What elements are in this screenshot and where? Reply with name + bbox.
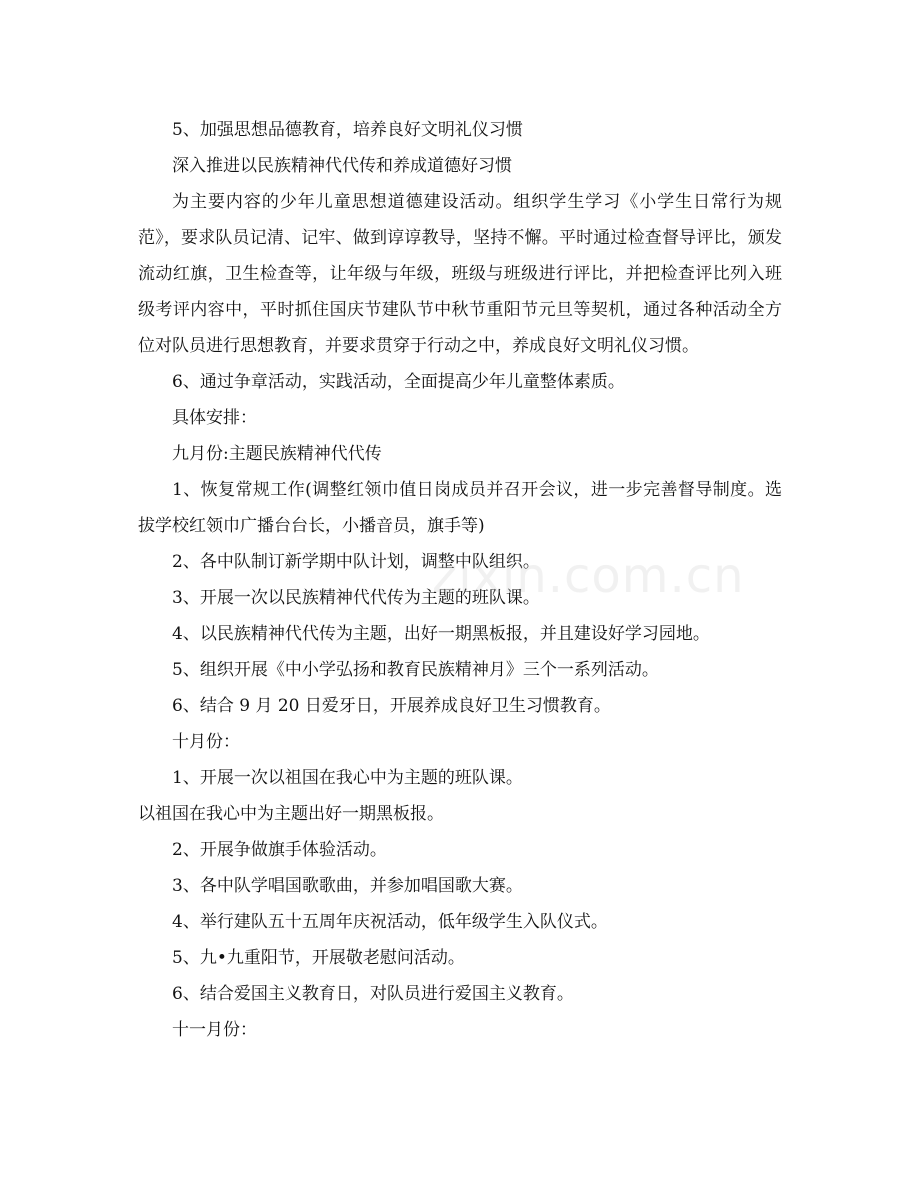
paragraph: 6、结合 9 月 20 日爱牙日，开展养成良好卫生习惯教育。: [172, 696, 611, 716]
paragraph: 4、举行建队五十五周年庆祝活动，低年级学生入队仪式。: [172, 912, 608, 932]
paragraph: 1、开展一次以祖国在我心中为主题的班队课。: [172, 768, 523, 788]
paragraph: 深入推进以民族精神代代传和养成道德好习惯: [172, 156, 512, 176]
paragraph: 2、开展争做旗手体验活动。: [172, 840, 387, 860]
paragraph: 6、通过争章活动，实践活动，全面提高少年儿童整体素质。: [172, 372, 625, 392]
paragraph: 6、结合爱国主义教育日，对队员进行爱国主义教育。: [172, 984, 574, 1004]
paragraph: 4、以民族精神代代传为主题，出好一期黑板报，并且建设好学习园地。: [172, 624, 710, 644]
paragraph: 2、各中队制订新学期中队计划，调整中队组织。: [172, 552, 540, 572]
paragraph: 具体安排：: [172, 408, 257, 428]
paragraph: 为主要内容的少年儿童思想道德建设活动。组织学生学习《小学生日常行为规范》，要求队员记清、记牢、做到谆谆教导，坚持不懈。平时通过检查督导评比，颁发流动红旗，卫生检查等，让年级与年级，班级与班级进行评比，并把检查评比列入班级考评内容中，平时抓住国庆节建队节中秋节重阳节元旦等契机，通过各种活动全方位对队员进行思想教育，并要求贯穿于行动之中，养成良好文明礼仪习惯。: [138, 192, 782, 356]
paragraph: 5、九•九重阳节，开展敬老慰问活动。: [172, 948, 465, 968]
section-heading-november: 十一月份：: [172, 1020, 257, 1040]
watermark: zixin.com.cn: [432, 548, 745, 604]
section-heading-september: 九月份:主题民族精神代代传: [172, 444, 382, 464]
paragraph: 5、加强思想品德教育，培养良好文明礼仪习惯: [172, 120, 523, 140]
paragraph: 以祖国在我心中为主题出好一期黑板报。: [138, 804, 444, 824]
document-body: [138, 112, 782, 1048]
paragraph: 3、开展一次以民族精神代代传为主题的班队课。: [172, 588, 540, 608]
paragraph: 5、组织开展《中小学弘扬和教育民族精神月》三个一系列活动。: [172, 660, 659, 680]
paragraph: 3、各中队学唱国歌歌曲，并参加唱国歌大赛。: [172, 876, 523, 896]
paragraph: 1、恢复常规工作(调整红领巾值日岗成员并召开会议，进一步完善督导制度。选拔学校红领巾广播台台长，小播音员，旗手等): [138, 480, 782, 536]
section-heading-october: 十月份：: [172, 732, 240, 752]
